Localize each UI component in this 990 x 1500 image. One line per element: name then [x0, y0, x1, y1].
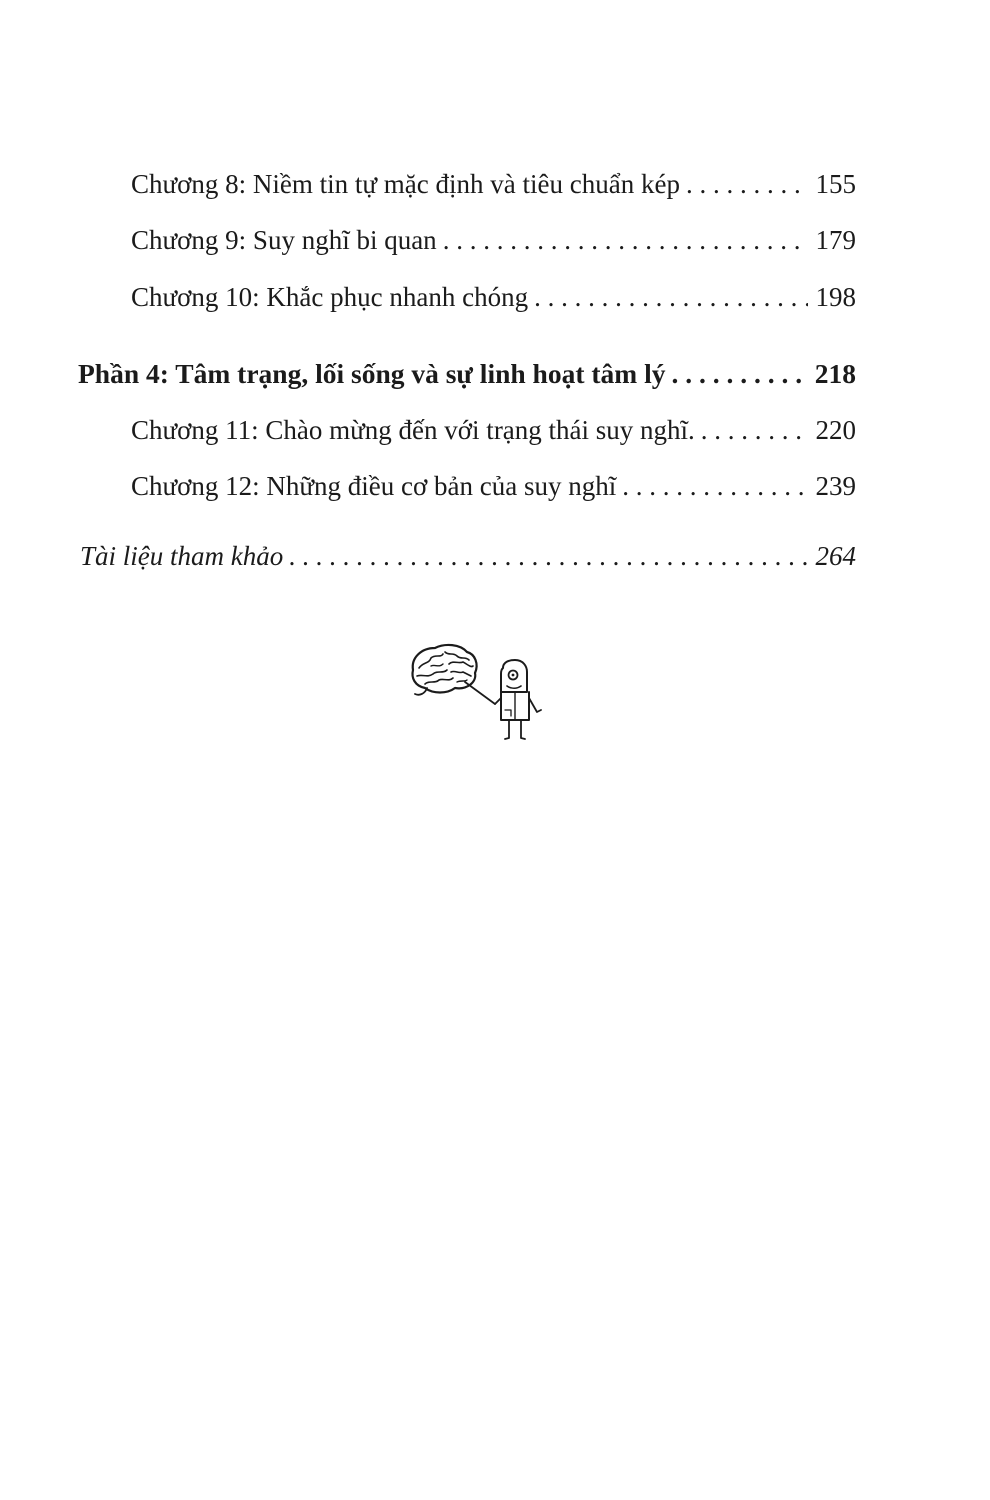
dot-leader	[443, 224, 808, 256]
toc-entry-title: Tài liệu tham khảo	[80, 541, 284, 571]
toc-entry-page: 220	[815, 415, 856, 445]
toc-entry-page: 179	[815, 225, 856, 255]
toc-entry-part-4[interactable]	[78, 358, 856, 390]
toc-entry-title: Chương 12: Những điều cơ bản của suy nghĩ	[131, 471, 617, 501]
toc-entry-page: 264	[815, 541, 856, 571]
toc-entry-chapter-12[interactable]	[131, 470, 856, 502]
dot-leader	[289, 540, 807, 572]
dot-leader	[534, 281, 807, 313]
toc-entry-title: Chương 11: Chào mừng đến với trạng thái suy nghĩ.	[131, 415, 695, 445]
toc-entry-references[interactable]	[80, 540, 856, 572]
toc-entry-chapter-9[interactable]	[131, 224, 856, 256]
toc-entry-chapter-10[interactable]	[131, 281, 856, 313]
dot-leader	[671, 358, 806, 390]
toc-entry-title: Chương 9: Suy nghĩ bi quan	[131, 225, 437, 255]
dot-leader	[686, 168, 808, 200]
toc-entry-title: Phần 4: Tâm trạng, lối sống và sự linh hoạt tâm lý	[78, 358, 666, 389]
toc-entry-page: 239	[815, 471, 856, 501]
table-of-contents	[0, 0, 990, 600]
toc-entry-page: 218	[814, 358, 856, 389]
toc-entry-chapter-8[interactable]	[131, 168, 856, 200]
toc-entry-page: 155	[815, 169, 856, 199]
toc-entry-chapter-11[interactable]	[131, 414, 856, 446]
brain-and-scientist-doodle-icon	[405, 640, 550, 745]
dot-leader	[701, 414, 808, 446]
dot-leader	[622, 470, 807, 502]
toc-entry-page: 198	[815, 282, 856, 312]
toc-entry-title: Chương 8: Niềm tin tự mặc định và tiêu chuẩn kép	[131, 169, 680, 199]
toc-entry-title: Chương 10: Khắc phục nhanh chóng	[131, 282, 529, 312]
